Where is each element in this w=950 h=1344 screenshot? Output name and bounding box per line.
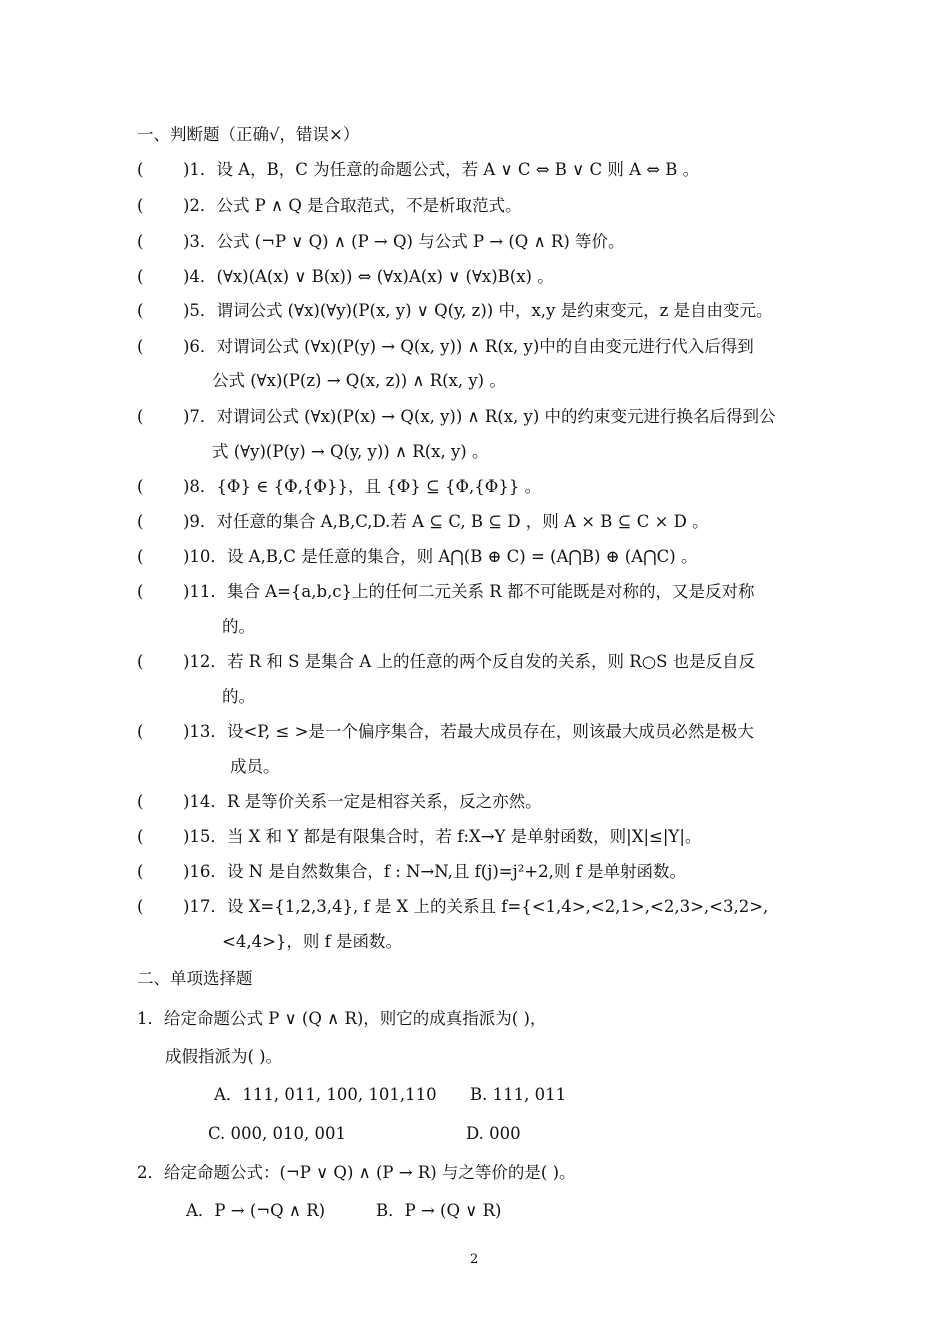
question-6: ( )6．对谓词公式 (∀x)(P(y) → Q(x, y)) ∧ R(x, y)中的自由变元进行代入后得到	[137, 337, 754, 356]
question-16: ( )16．设 N 是自然数集合，f : N→N,且 f(j)=j²+2,则 f 是单射函数。	[137, 862, 686, 881]
question-17: ( )17．设 X={1,2,3,4}, f 是 X 上的关系且 f={<1,4>,<2,1>,<2,3>,<3,2>,	[137, 897, 769, 916]
question-text: 若 R 和 S 是集合 A 上的任意的两个反自发的关系，则 R○S 也是反自反	[226, 652, 756, 671]
question-text: 设 X={1,2,3,4}, f 是 X 上的关系且 f={<1,4>,<2,1>,<2,3>,<3,2>,	[226, 897, 769, 916]
answer-paren: (	[137, 232, 144, 251]
question-17-continuation: <4,4>}，则 f 是函数。	[222, 932, 402, 951]
question-5: ( )5．谓词公式 (∀x)(∀y)(P(x, y) ∨ Q(y, z)) 中，x,y 是约束变元，z 是自由变元。	[137, 301, 773, 320]
section-2-title: 二、单项选择题	[137, 969, 253, 988]
question-text: 对谓词公式 (∀x)(P(x) → Q(x, y)) ∧ R(x, y) 中的约束变元进行换名后得到公	[216, 407, 776, 426]
answer-paren: (	[137, 160, 144, 179]
question-text: 对谓词公式 (∀x)(P(y) → Q(x, y)) ∧ R(x, y)中的自由变元进行代入后得到	[216, 337, 754, 356]
question-text: 集合 A={a,b,c}上的任何二元关系 R 都不可能既是对称的，又是反对称	[226, 582, 755, 601]
question-8: ( )8．{Φ} ∈ {Φ,{Φ}}，且 {Φ} ⊆ {Φ,{Φ}} 。	[137, 477, 542, 496]
answer-paren: (	[137, 267, 144, 286]
question-text: 设 N 是自然数集合，f : N→N,且 f(j)=j²+2,则 f 是单射函数。	[226, 862, 686, 881]
question-13: ( )13．设<P, ≤ >是一个偏序集合，若最大成员存在，则该最大成员必然是极大	[137, 722, 754, 741]
question-14: ( )14．R 是等价关系一定是相容关系，反之亦然。	[137, 792, 542, 811]
question-11: ( )11．集合 A={a,b,c}上的任何二元关系 R 都不可能既是对称的，又是反对称	[137, 582, 755, 601]
mc-1-option-a: A．111, 011, 100, 101,110	[214, 1085, 437, 1104]
mc-1-option-c: C. 000, 010, 001	[208, 1124, 346, 1143]
answer-paren: (	[137, 196, 144, 215]
question-text: (∀x)(A(x) ∨ B(x)) ⇔ (∀x)A(x) ∨ (∀x)B(x) 。	[216, 267, 554, 286]
mc-1-option-b: B. 111, 011	[470, 1085, 567, 1104]
answer-paren: (	[137, 547, 144, 566]
answer-paren: (	[137, 477, 144, 496]
answer-paren: (	[137, 722, 144, 741]
answer-paren: (	[137, 652, 144, 671]
question-15: ( )15．当 X 和 Y 都是有限集合时，若 f:X→Y 是单射函数，则|X|≤|Y|。	[137, 827, 702, 846]
question-6-continuation: 公式 (∀x)(P(z) → Q(x, z)) ∧ R(x, y) 。	[212, 371, 506, 390]
question-text: 公式 P ∧ Q 是合取范式，不是析取范式。	[216, 196, 522, 215]
question-11-continuation: 的。	[222, 617, 255, 636]
question-text: 设<P, ≤ >是一个偏序集合，若最大成员存在，则该最大成员必然是极大	[226, 722, 754, 741]
question-text: 设 A,B,C 是任意的集合，则 A⋂(B ⊕ C) = (A⋂B) ⊕ (A⋂C) 。	[226, 547, 698, 566]
question-text: R 是等价关系一定是相容关系，反之亦然。	[226, 792, 542, 811]
question-12: ( )12．若 R 和 S 是集合 A 上的任意的两个反自发的关系，则 R○S 也是反自反	[137, 652, 756, 671]
question-7-continuation: 式 (∀y)(P(y) → Q(y, y)) ∧ R(x, y) 。	[212, 442, 489, 461]
question-13-continuation: 成员。	[230, 757, 280, 776]
answer-paren: (	[137, 582, 144, 601]
answer-paren: (	[137, 301, 144, 320]
answer-paren: (	[137, 512, 144, 531]
answer-paren: (	[137, 827, 144, 846]
question-text: 对任意的集合 A,B,C,D.若 A ⊆ C, B ⊆ D ，则 A × B ⊆ C × D 。	[216, 512, 709, 531]
question-3: ( )3．公式 (¬P ∨ Q) ∧ (P → Q) 与公式 P → (Q ∧ R) 等价。	[137, 232, 625, 251]
question-12-continuation: 的。	[222, 687, 255, 706]
mc-question-1: 1．给定命题公式 P ∨ (Q ∧ R)，则它的成真指派为( )，	[137, 1009, 547, 1028]
question-text: 当 X 和 Y 都是有限集合时，若 f:X→Y 是单射函数，则|X|≤|Y|。	[226, 827, 702, 846]
answer-paren: (	[137, 862, 144, 881]
question-text: 设 A，B，C 为任意的命题公式，若 A ∨ C ⇔ B ∨ C 则 A ⇔ B 。	[216, 160, 700, 179]
answer-paren: (	[137, 407, 144, 426]
question-10: ( )10．设 A,B,C 是任意的集合，则 A⋂(B ⊕ C) = (A⋂B) ⊕ (A⋂C) 。	[137, 547, 698, 566]
question-9: ( )9．对任意的集合 A,B,C,D.若 A ⊆ C, B ⊆ D ，则 A × B ⊆ C × D 。	[137, 512, 709, 531]
answer-paren: (	[137, 337, 144, 356]
question-text: {Φ} ∈ {Φ,{Φ}}，且 {Φ} ⊆ {Φ,{Φ}} 。	[216, 477, 542, 496]
question-text: 公式 (¬P ∨ Q) ∧ (P → Q) 与公式 P → (Q ∧ R) 等价。	[216, 232, 625, 251]
answer-paren: (	[137, 792, 144, 811]
mc-2-option-a: A．P → (¬Q ∧ R)	[186, 1201, 326, 1220]
mc-1-option-d: D. 000	[466, 1124, 521, 1143]
mc-question-1-continuation: 成假指派为( )。	[165, 1047, 283, 1066]
question-text: 谓词公式 (∀x)(∀y)(P(x, y) ∨ Q(y, z)) 中，x,y 是约束变元，z 是自由变元。	[216, 301, 773, 320]
question-7: ( )7．对谓词公式 (∀x)(P(x) → Q(x, y)) ∧ R(x, y) 中的约束变元进行换名后得到公	[137, 407, 776, 426]
mc-question-2: 2．给定命题公式：(¬P ∨ Q) ∧ (P → R) 与之等价的是( )。	[137, 1163, 576, 1182]
mc-2-option-b: B．P → (Q ∨ R)	[376, 1201, 502, 1220]
question-1: ( )1．设 A，B，C 为任意的命题公式，若 A ∨ C ⇔ B ∨ C 则 A ⇔ B 。	[137, 160, 700, 179]
page-number: 2	[470, 1252, 479, 1267]
answer-paren: (	[137, 897, 144, 916]
question-2: ( )2．公式 P ∧ Q 是合取范式，不是析取范式。	[137, 196, 522, 215]
section-1-title: 一、判断题（正确√，错误×）	[137, 125, 360, 144]
question-4: ( )4．(∀x)(A(x) ∨ B(x)) ⇔ (∀x)A(x) ∨ (∀x)B(x) 。	[137, 267, 554, 286]
